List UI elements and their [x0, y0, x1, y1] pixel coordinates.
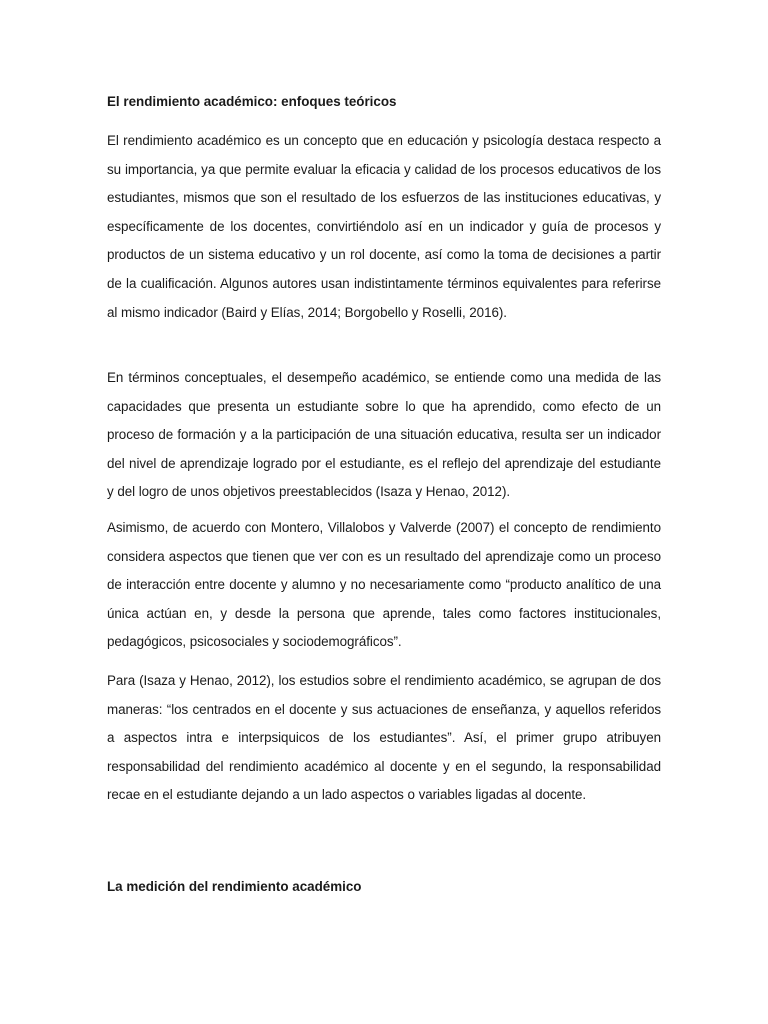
paragraph-4: Para (Isaza y Henao, 2012), los estudios sobre el rendimiento académico, se agrupan de dos maneras: “los centrados en el docente y sus actuaciones de enseñanza, y aquellos referidos a aspectos intra e interpsiquicos de los estudiantes”. Así, el primer grupo atribuyen responsabilidad del rendimiento académico al docente y en el segundo, la responsabilidad recae en el estudiante dejando a un lado aspectos o variables ligadas al docente. — [107, 673, 661, 803]
paragraph-2: En términos conceptuales, el desempeño académico, se entiende como una medida de las capacidades que presenta un estudiante sobre lo que ha aprendido, como efecto de un proceso de formación y a la participación de una situación educativa, resulta ser un indicador del nivel de aprendizaje logrado por el estudiante, es el reflejo del aprendizaje del estudiante y del logro de unos objetivos preestablecidos (Isaza y Henao, 2012). — [107, 370, 661, 500]
section-heading-enfoques-teoricos: El rendimiento académico: enfoques teóricos — [107, 94, 397, 109]
paragraph-3: Asimismo, de acuerdo con Montero, Villalobos y Valverde (2007) el concepto de rendimiento considera aspectos que tienen que ver con es un resultado del aprendizaje como un proceso de interacción entre docente y alumno y no necesariamente como “producto analítico de una única actúan en, y desde la persona que aprende, tales como factores institucionales, pedagógicos, psicosociales y sociodemográficos”. — [107, 520, 661, 650]
paragraph-1: El rendimiento académico es un concepto que en educación y psicología destaca respecto a su importancia, ya que permite evaluar la eficacia y calidad de los procesos educativos de los estudiantes, mismos que son el resultado de los esfuerzos de las instituciones educativas, y específicamente de los docentes, convirtiéndolo así en un indicador y guía de procesos y productos de un sistema educativo y un rol docente, así como la toma de decisiones a partir de la cualificación. Algunos autores usan indistintamente términos equivalentes para referirse al mismo indicador (Baird y Elías, 2014; Borgobello y Roselli, 2016). — [107, 133, 661, 320]
section-heading-medicion: La medición del rendimiento académico — [107, 879, 362, 894]
document-page — [107, 0, 661, 1024]
